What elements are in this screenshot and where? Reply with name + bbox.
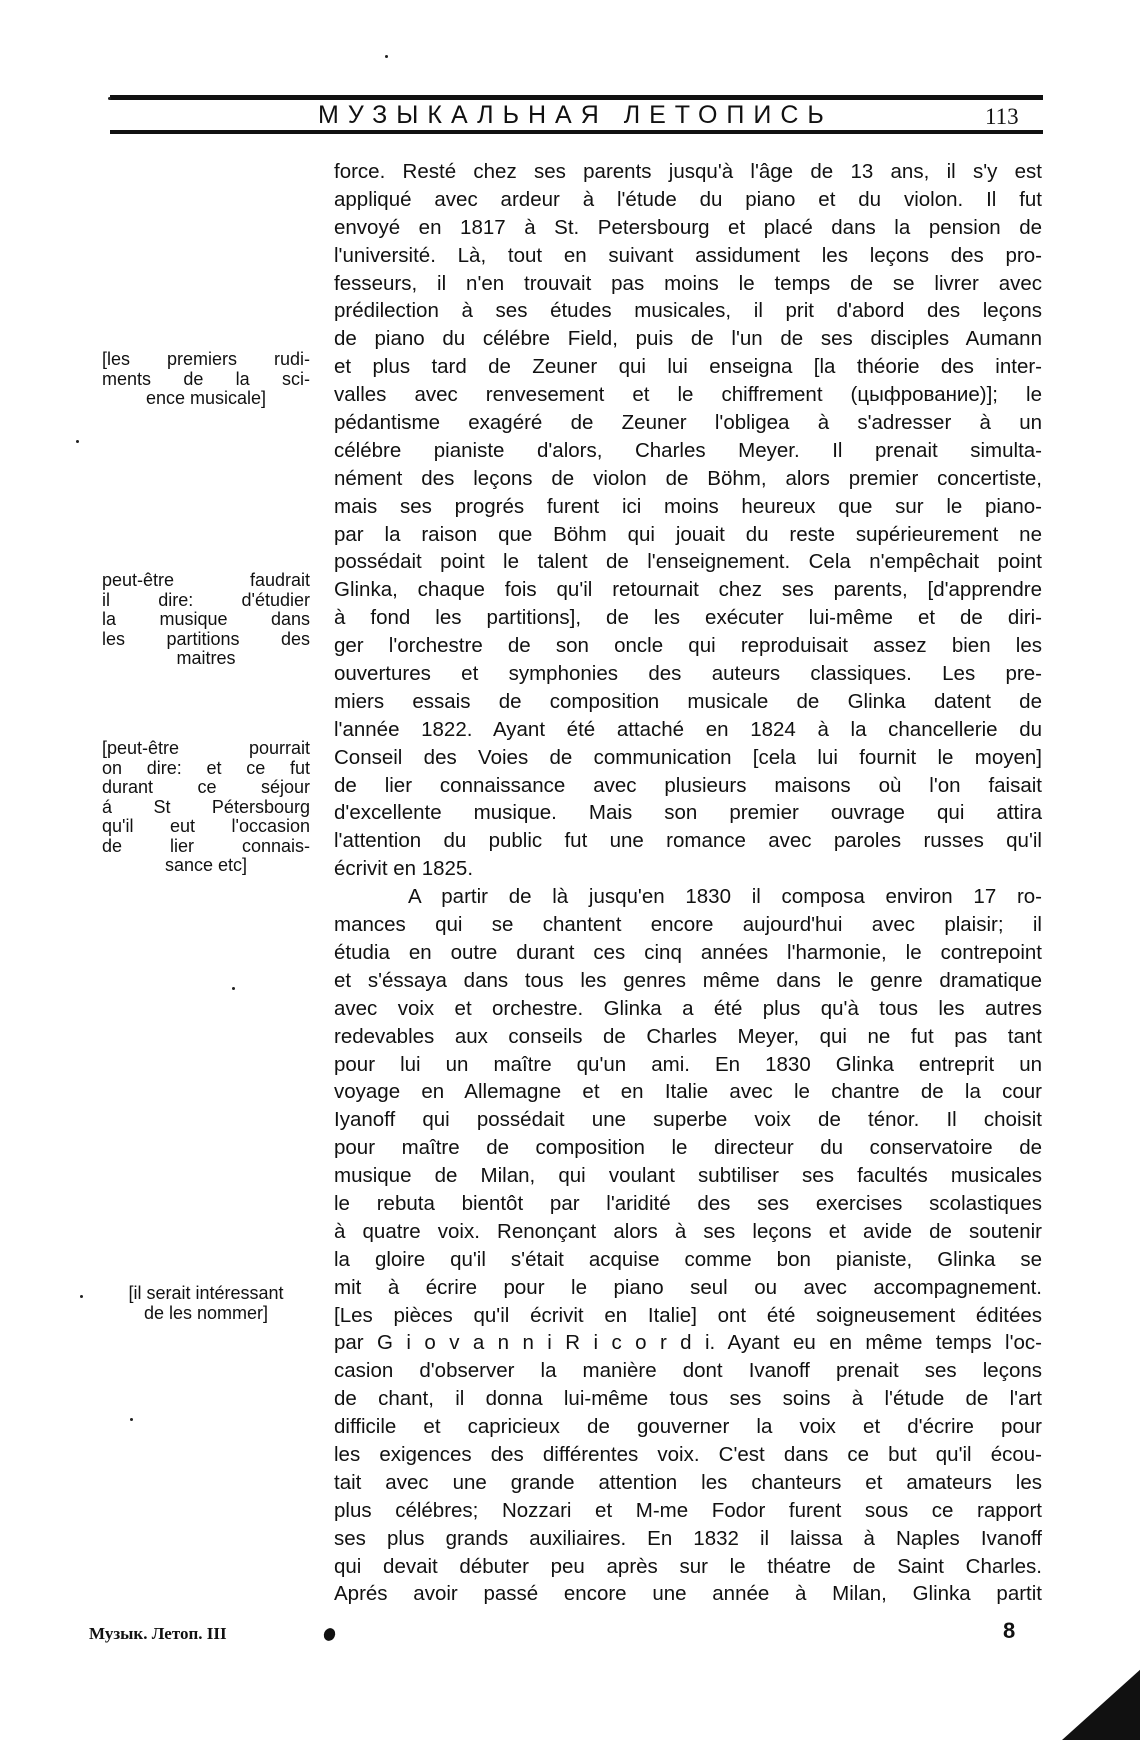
text-line: avec voix et orchestre. Glinka a été plus qu'à tous les autres — [334, 996, 1042, 1020]
margin-note — [98, 1284, 314, 1323]
text-line: ger l'orchestre de son oncle qui reproduisait assez bien les — [334, 634, 1042, 658]
ink-dot — [322, 1626, 337, 1642]
text-line: miers essais de composition musicale de Glinka datent de — [334, 689, 1042, 713]
margin-note-line: [les premiers rudi- — [102, 349, 310, 369]
page-number: 113 — [985, 104, 1019, 129]
text-line: d'excellente musique. Mais son premier ouvrage qui attira — [334, 801, 1042, 825]
margin-note-line: ments de la sci- — [102, 368, 310, 389]
footer-signature-number: 8 — [1003, 1618, 1016, 1643]
text-line: pédantisme exagéré de Zeuner l'obligea à s'adresser à un — [334, 411, 1042, 435]
text-line: à fond les partitions], de les exécuter lui-même et de diri- — [334, 606, 1042, 630]
margin-note-line: les partitions des — [102, 628, 310, 649]
text-line: tait avec une grande attention les chanteurs et amateurs les — [334, 1470, 1042, 1494]
margin-note — [102, 350, 310, 409]
text-line: appliqué avec ardeur à l'étude du piano et du violon. Il fut — [334, 187, 1042, 211]
margin-note-line: peut-être faudrait — [102, 570, 310, 590]
text-line: l'attention du public fut une romance avec paroles russes qu'il — [334, 829, 1042, 853]
scan-speck — [108, 97, 111, 100]
scan-speck — [76, 440, 79, 443]
text-line: redevables aux conseils de Charles Meyer, qui ne fut pas tant — [334, 1024, 1042, 1048]
text-line: et s'éssaya dans tous les genres même dans le genre dramatique — [334, 968, 1042, 992]
margin-note-line: qu'il eut l'occasion — [102, 816, 310, 836]
text-line: écrivit en 1825. — [334, 857, 474, 881]
scan-speck — [232, 987, 235, 990]
margin-note-line: durant ce séjour — [102, 777, 310, 797]
header-top-rule — [110, 95, 1043, 100]
margin-note-line: sance etc] — [164, 855, 248, 875]
margin-note-line: on dire: et ce fut — [102, 757, 310, 778]
text-line: l'année 1822. Ayant été attaché en 1824 à la chancellerie du — [334, 717, 1042, 741]
text-line: Iyanoff qui possédait une superbe voix de ténor. Il choisit — [334, 1108, 1042, 1132]
text-line: difficile et capricieux de gouverner la voix et d'écrire pour — [334, 1415, 1042, 1439]
footer-journal-signature: Музык. Летоп. III — [89, 1624, 227, 1643]
scan-speck — [130, 1418, 133, 1421]
text-line: l'université. Là, tout en suivant assidument les leçons des pro- — [334, 243, 1042, 267]
text-line: le rebuta bientôt par l'aridité des ses exercises scolastiques — [334, 1191, 1042, 1215]
text-line: les exigences des différentes voix. C'est dans ce but qu'il écou- — [334, 1442, 1042, 1466]
margin-note — [102, 739, 310, 876]
text-line: de piano du célébre Field, puis de l'un de ses disciples Aumann — [334, 327, 1042, 351]
margin-note-line: la musique dans — [102, 609, 310, 629]
running-header-title: МУЗЫКАЛЬНАЯ ЛЕТОПИСЬ — [318, 101, 833, 129]
text-line: de chant, il donna lui-même tous ses soins à l'étude de l'art — [334, 1387, 1042, 1411]
text-line: prédilection à ses études musicales, il prit d'abord des leçons — [334, 299, 1042, 323]
text-line: par G i o v a n n i R i c o r d i. Ayant eu en même temps l'oc- — [334, 1331, 1042, 1355]
text-line: [Les pièces qu'il écrivit en Italie] ont été soigneusement éditées — [334, 1303, 1042, 1327]
text-line: valles avec renvesement et le chiffrement (цыфрованиe)]; le — [334, 383, 1042, 407]
text-line: Aprés avoir passé encore une année à Milan, Glinka partit — [334, 1582, 1042, 1606]
margin-note-line: ence musicale] — [145, 388, 267, 408]
margin-note-line: á St Pétersbourg — [102, 796, 310, 817]
text-line: casion d'observer la manière dont Ivanoff prenait ses leçons — [334, 1359, 1042, 1383]
text-line: pour lui un maître qu'un ami. En 1830 Glinka entreprit un — [334, 1052, 1042, 1076]
text-line: pour maître de composition le directeur du conservatoire de — [334, 1136, 1042, 1160]
text-line: étudia en outre durant ces cinq années l'harmonie, le contrepoint — [334, 940, 1042, 964]
text-line: célébre pianiste d'alors, Charles Meyer. Il prenait simulta- — [334, 438, 1042, 462]
scan-corner-shadow — [1062, 1668, 1140, 1740]
text-line: à quatre voix. Renonçant alors à ses leçons et avide de soutenir — [334, 1219, 1042, 1243]
text-line: qui devait débuter peu après sur le théatre de Saint Charles. — [334, 1554, 1042, 1578]
text-line: par la raison que Böhm qui jouait du reste supérieurement ne — [334, 522, 1042, 546]
text-line: ouvertures et symphonies des auteurs classiques. Les pre- — [334, 662, 1042, 686]
text-line: A partir de là jusqu'en 1830 il composa environ 17 ro- — [408, 885, 1042, 909]
header-bottom-rule — [110, 130, 1043, 134]
text-line: Glinka, chaque fois qu'il retournait chez ses parents, [d'apprendre — [334, 578, 1042, 602]
margin-note-line: de lier connais- — [102, 835, 310, 856]
margin-note-line: [il serait intéressant — [128, 1283, 284, 1303]
margin-note-line: [peut-être pourrait — [102, 738, 310, 758]
scan-speck — [80, 1295, 83, 1298]
text-line: musique de Milan, qui voulant subtiliser ses facultés musicales — [334, 1164, 1042, 1188]
text-line: envoyé en 1817 à St. Petersbourg et placé dans la pension de — [334, 215, 1042, 239]
scan-speck — [385, 55, 388, 58]
text-line: nément des leçons de violon de Böhm, alors premier concertiste, — [334, 466, 1042, 490]
margin-note-line: de les nommer] — [143, 1302, 269, 1323]
text-line: force. Resté chez ses parents jusqu'à l'âge de 13 ans, il s'y est — [334, 160, 1042, 183]
text-line: la gloire qu'il s'était acquise comme bon pianiste, Glinka se — [334, 1247, 1042, 1271]
text-line: mais ses progrés furent ici moins heureux que sur le piano- — [334, 494, 1042, 518]
text-line: ses plus grands auxiliaires. En 1832 il laissa à Naples Ivanoff — [334, 1526, 1042, 1550]
text-line: plus célébres; Nozzari et M-me Fodor furent sous ce rapport — [334, 1498, 1042, 1522]
margin-note-line: maitres — [176, 648, 236, 668]
text-line: fesseurs, il n'en trouvait pas moins le temps de se livrer avec — [334, 271, 1042, 295]
text-line: Conseil des Voies de communication [cela lui fournit le moyen] — [334, 745, 1042, 769]
margin-note — [102, 571, 310, 669]
text-line: de lier connaissance avec plusieurs maisons où l'on faisait — [334, 773, 1042, 797]
margin-note-line: il dire: d'étudier — [102, 589, 310, 610]
text-line: mances qui se chantent encore aujourd'hui avec plaisir; il — [334, 913, 1042, 937]
main-text-column — [334, 158, 1042, 1608]
text-line: voyage en Allemagne et en Italie avec le chantre de la cour — [334, 1080, 1042, 1104]
text-line: possédait point le talent de l'enseignement. Cela n'empêchait point — [334, 550, 1042, 574]
text-line: mit à écrire pour le piano seul ou avec accompagnement. — [334, 1275, 1042, 1299]
text-line: et plus tard de Zeuner qui lui enseigna [la théorie des inter- — [334, 355, 1042, 379]
